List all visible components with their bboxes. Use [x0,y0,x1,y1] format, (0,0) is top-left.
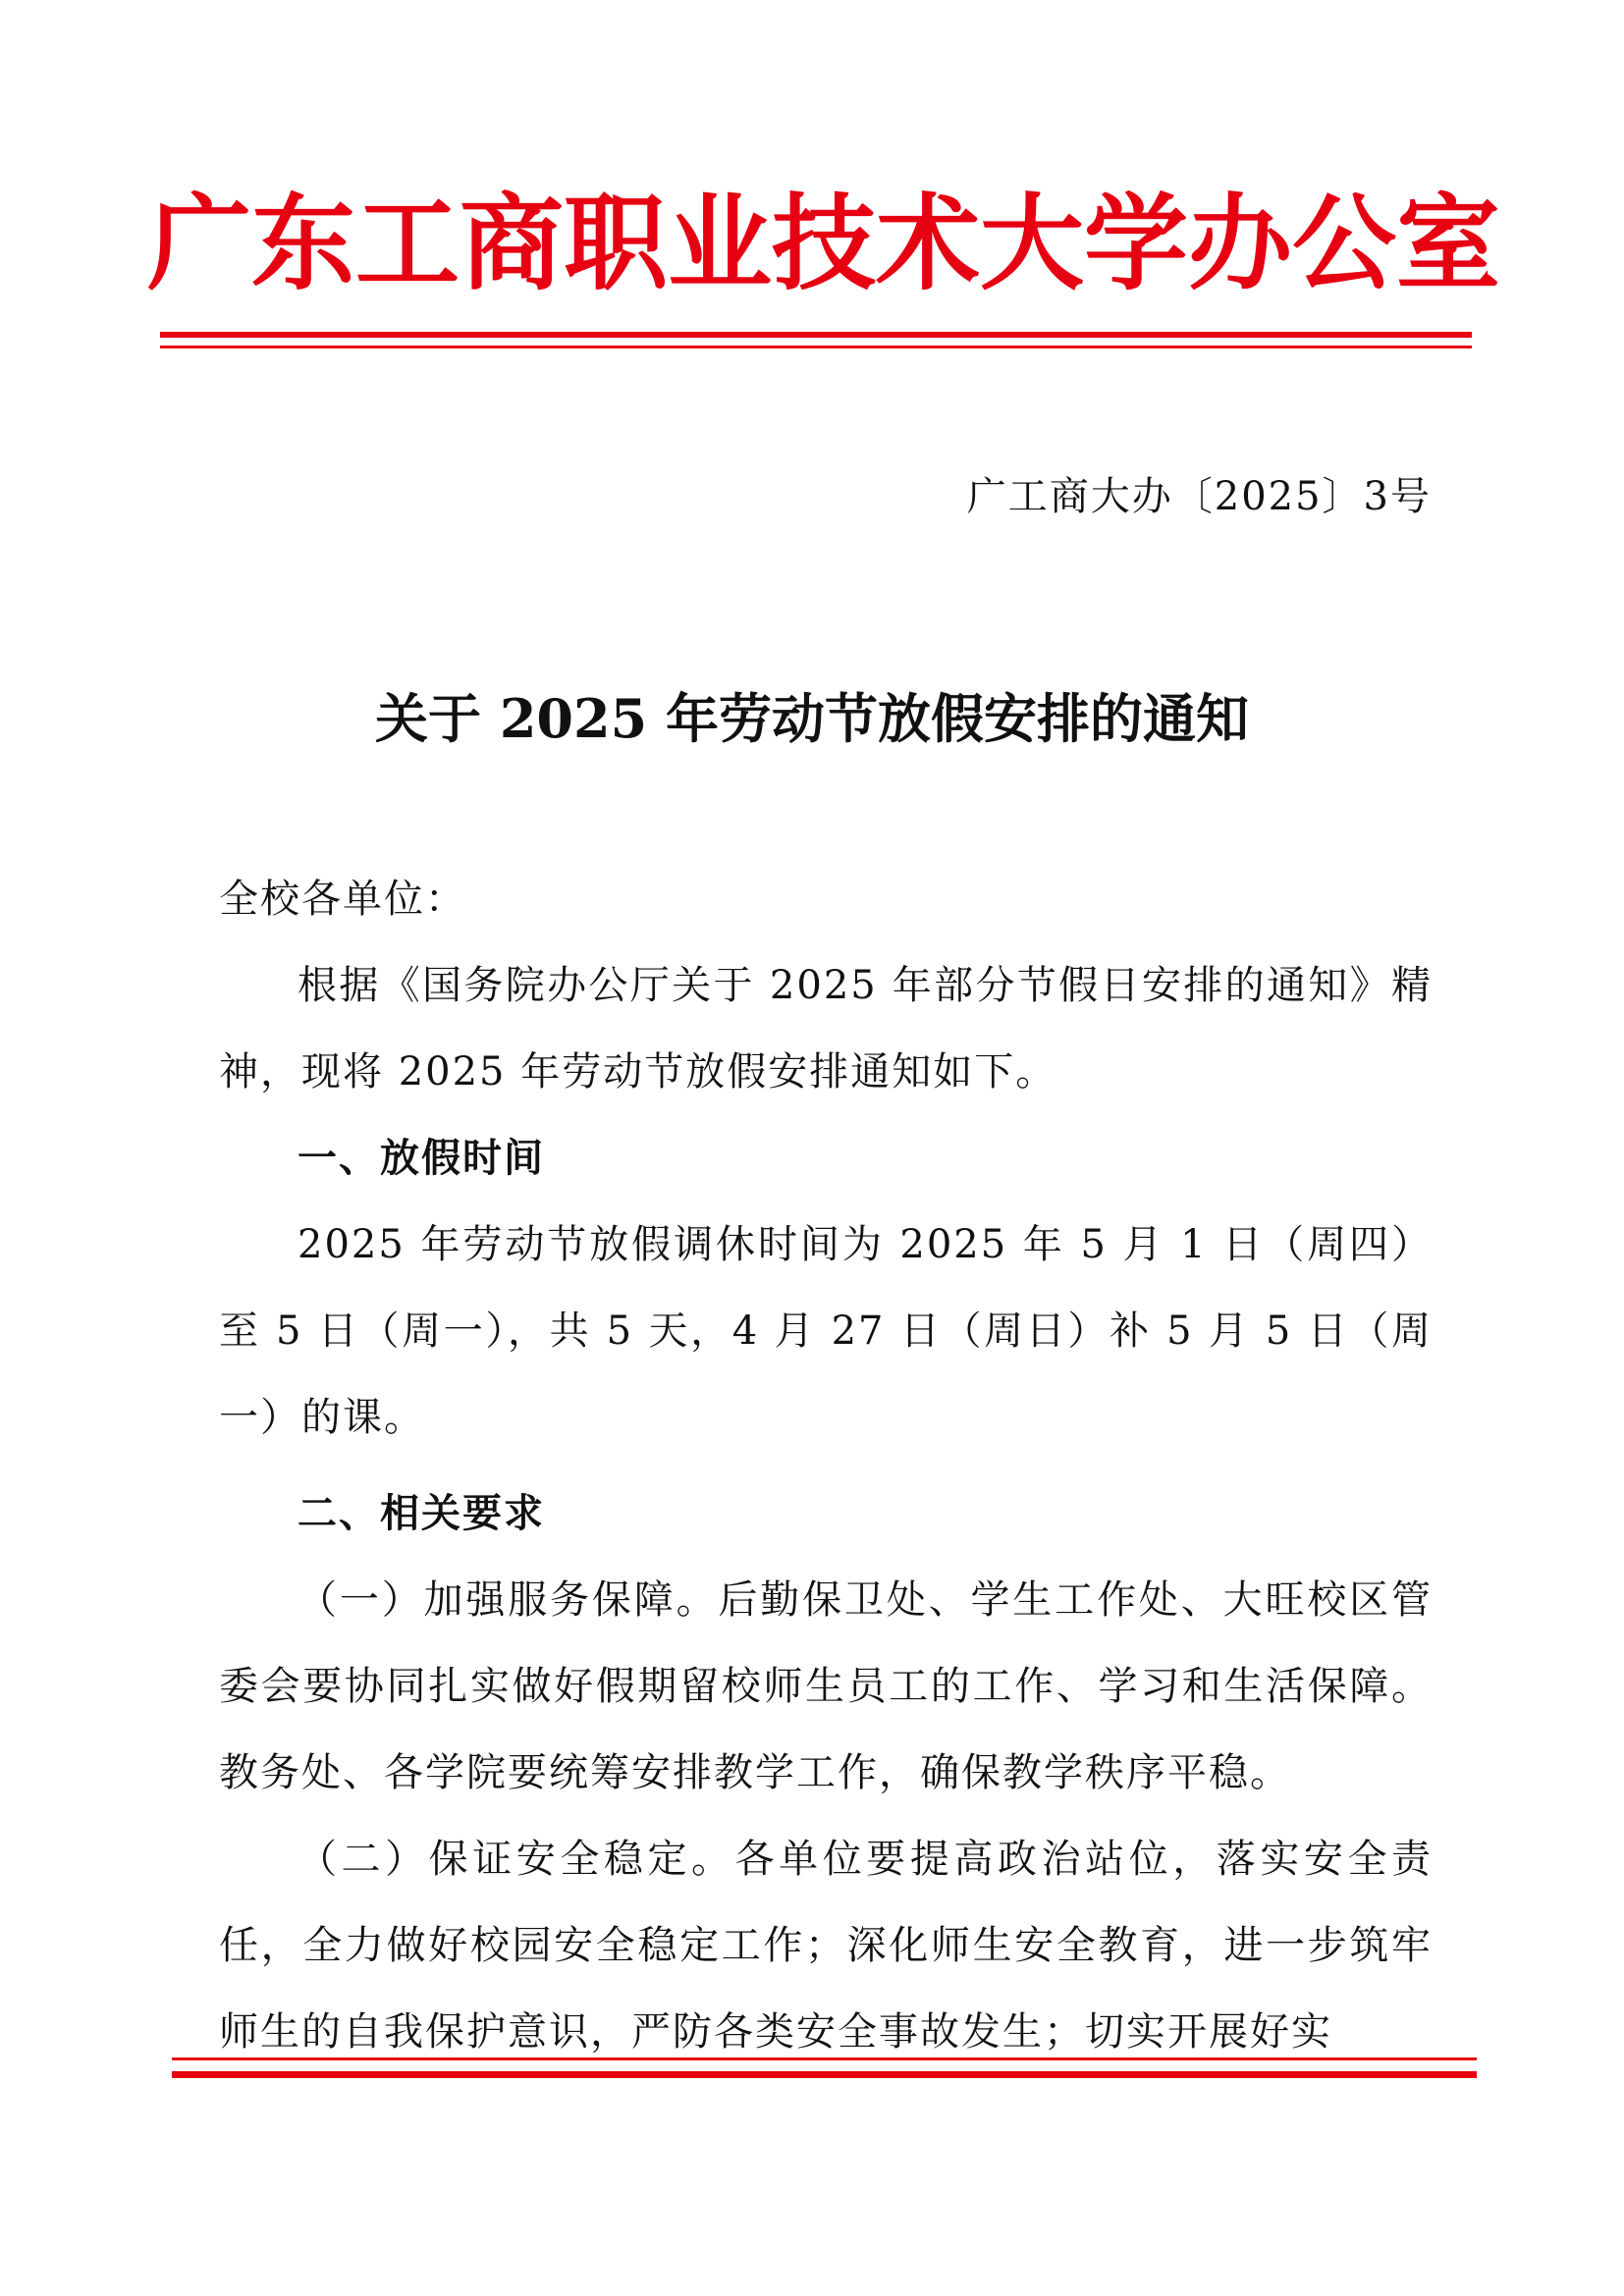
org-header-title: 广东工商职业技术大学办公室 [147,182,1500,304]
footer-rule-thin [172,2057,1477,2060]
section-heading-holiday-time: 一、放假时间 [298,1136,545,1181]
intro-paragraph: 根据《国务院办公厅关于 2025 年部分节假日安排的通知》精神，现将 2025 年劳动节放假安排通知如下。 [219,963,1433,1095]
requirement-1-paragraph: （一）加强服务保障。后勤保卫处、学生工作处、大旺校区管委会要协同扎实做好假期留校师生员工的工作、学习和生活保障。教务处、各学院要统筹安排教学工作，确保教学秩序平稳。 [219,1577,1433,1795]
requirement-2-paragraph: （二）保证安全稳定。各单位要提高政治站位，落实安全责任，全力做好校园安全稳定工作；深化师生安全教育，进一步筑牢师生的自我保护意识，严防各类安全事故发生；切实开展好实 [219,1837,1433,2055]
footer-rule-thick [172,2071,1477,2078]
section-heading-requirements: 二、相关要求 [298,1491,545,1536]
salutation: 全校各单位： [219,877,466,922]
holiday-time-paragraph: 2025 年劳动节放假调休时间为 2025 年 5 月 1 日（周四）至 5 日（周一），共 5 天，4 月 27 日（周日）补 5 月 5 日（周一）的课。 [219,1222,1433,1440]
document-title: 关于 2025 年劳动节放假安排的通知 [375,687,1249,750]
document-body [219,856,1433,2075]
document-number: 广工商大办〔2025〕3号 [966,474,1432,519]
header-rule-thick [160,332,1472,338]
header-rule-thin [160,346,1472,348]
